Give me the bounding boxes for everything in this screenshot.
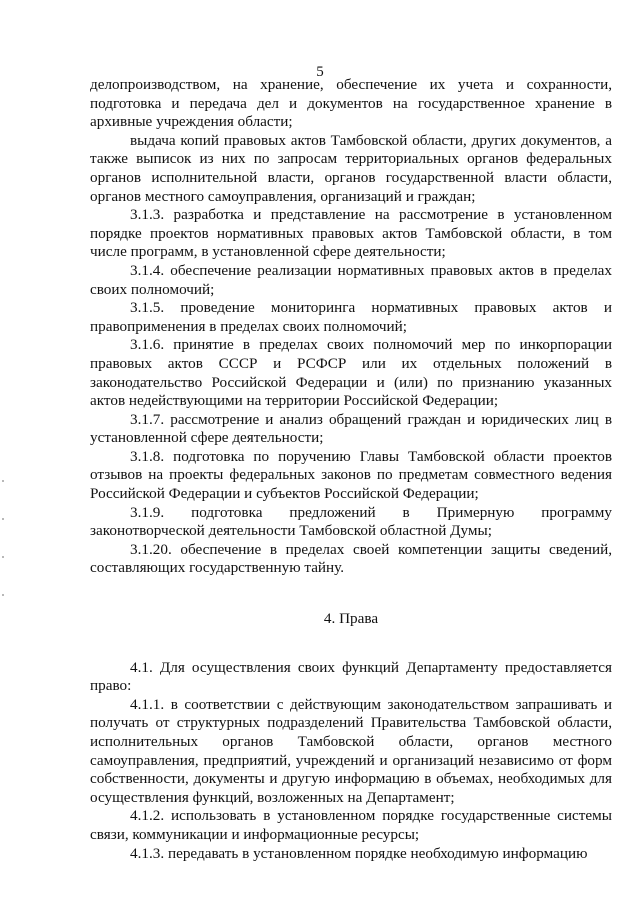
page-number: 5 xyxy=(316,64,324,80)
paragraph-3-1-9: 3.1.9. подготовка предложений в Примерную программу законотворческой деятельности Тамбовской областной Думы; xyxy=(90,503,612,540)
paragraph-copies: выдача копий правовых актов Тамбовской области, других документов, а также выписок из них по запросам территориальных органов федеральных органов исполнительной власти, органов государственной власти области, органов местного самоуправления, организаций и граждан; xyxy=(90,131,612,205)
paragraph-4-1-3: 4.1.3. передавать в установленном порядке необходимую информацию xyxy=(130,844,588,862)
left-margin-scan-marks xyxy=(2,480,6,620)
paragraph-3-1-8: 3.1.8. подготовка по поручению Главы Тамбовской области проектов отзывов на проекты федеральных законов по предметам совместного ведения Российской Федерации и субъектов Российской Федерации; xyxy=(90,447,612,503)
paragraph-3-1-6: 3.1.6. принятие в пределах своих полномочий мер по инкорпорации правовых актов СССР и РСФСР или их отдельных положений в законодательство Российской Федерации и (или) по признанию указанных актов недействующими на территории Российской Федерации; xyxy=(90,336,612,410)
paragraph-4-1-2: 4.1.2. использовать в установленном порядке государственные системы связи, коммуникации и информационные ресурсы; xyxy=(90,807,612,843)
paragraph-3-1-3: 3.1.3. разработка и представление на рассмотрение в установленном порядке проектов нормативных правовых актов Тамбовской области, в том числе программ, в установленной сфере деятельности; xyxy=(90,206,612,261)
document-body xyxy=(90,76,612,863)
paragraph-3-1-20: 3.1.20. обеспечение в пределах своей компетенции защиты сведений, составляющих государственную тайну. xyxy=(90,540,612,577)
paragraph-continuation: делопроизводством, на хранение, обеспечение их учета и сохранности, подготовка и передача дел и документов на государственное хранение в архивные учреждения области; xyxy=(90,76,612,131)
paragraph-3-1-5: 3.1.5. проведение мониторинга нормативных правовых актов и правоприменения в пределах своих полномочий; xyxy=(90,299,612,335)
section-heading: 4. Права xyxy=(323,610,379,628)
paragraph-4-1: 4.1. Для осуществления своих функций Департаменту предоставляется право: xyxy=(90,658,612,695)
paragraph-4-1-1: 4.1.1. в соответствии с действующим законодательством запрашивать и получать от структурных подразделений Правительства Тамбовской области, исполнительных органов Тамбовской области, органов местного самоуправления, предприятий, учреждений и организаций независимо от форм собственности, документы и другую информацию в объемах, необходимых для осуществления функций, возложенных на Департамент; xyxy=(90,695,612,806)
paragraph-3-1-4: 3.1.4. обеспечение реализации нормативных правовых актов в пределах своих полномочий; xyxy=(90,261,612,298)
paragraph-3-1-7: 3.1.7. рассмотрение и анализ обращений граждан и юридических лиц в установленной сфере деятельности; xyxy=(90,410,612,447)
